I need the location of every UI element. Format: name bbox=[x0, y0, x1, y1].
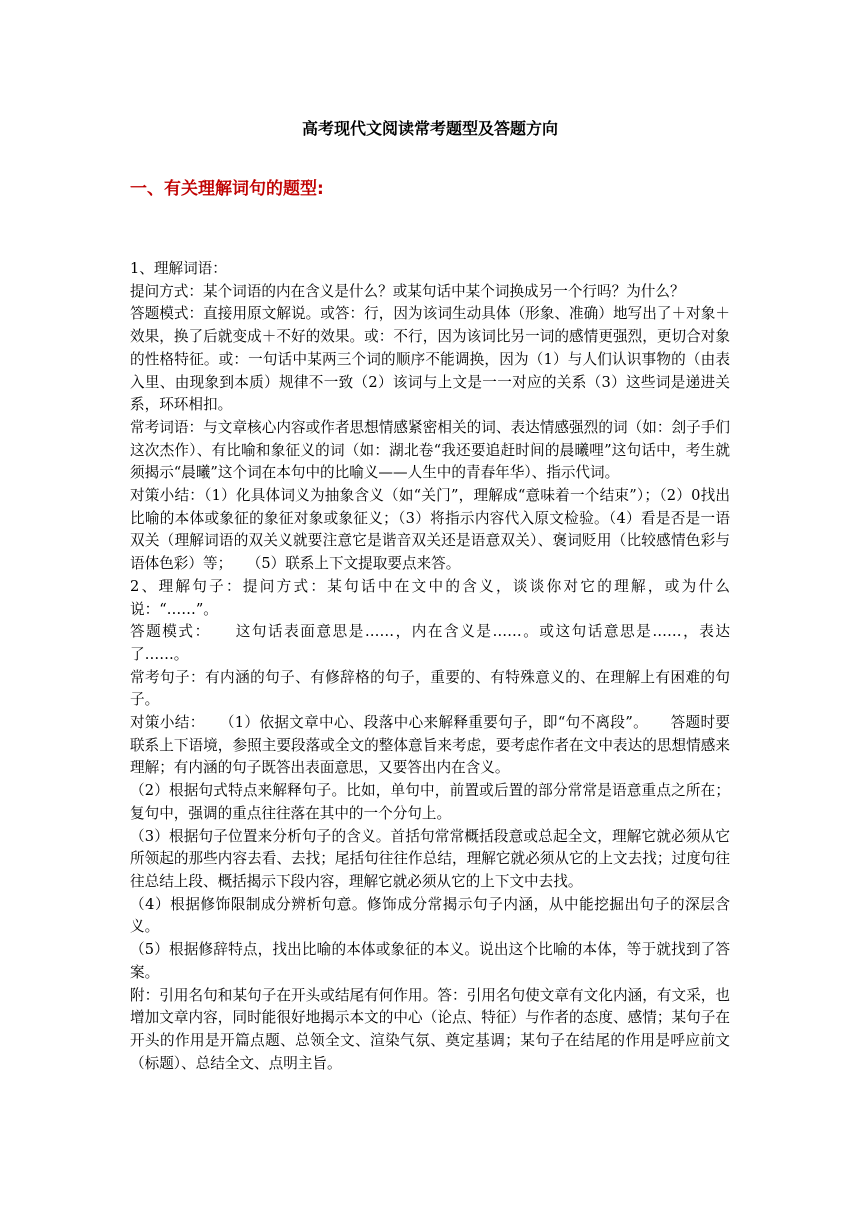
paragraph: （2）根据句式特点来解释句子。比如，单句中，前置或后置的部分常常是语意重点之所在；复句中，强调的重点往往落在其中的一个分句上。 bbox=[130, 782, 730, 822]
paragraph: 答题模式：直接用原文解说。或答：行，因为该词生动具体（形象、准确）地写出了＋对象＋效果，换了后就变成＋不好的效果。或：不行，因为该词比另一词的感情更强烈，更切合对象的性格特征。或：一句话中某两三个词的顺序不能调换，因为（1）与人们认识事物的（由表入里、由现象到本质）规律不一致（2）该词与上文是一一对应的关系（3）这些词是递进关系，环环相扣。 bbox=[130, 305, 730, 414]
paragraph: 对策小结： （1）依据文章中心、段落中心来解释重要句子，即“句不离段”。 答题时要联系上下语境，参照主要段落或全文的整体意旨来考虑，要考虑作者在文中表达的思想情感来理解；有内涵的句子既答出表面意思，又要答出内在含义。 bbox=[130, 714, 730, 777]
paragraph: 常考词语：与文章核心内容或作者思想情感紧密相关的词、表达情感强烈的词（如：刽子手们这次杰作）、有比喻和象征义的词（如：湖北卷“我还要追赶时间的晨曦哩”这句话中，考生就须揭示“晨曦”这个词在本句中的比喻义——人生中的青春年华）、指示代词。 bbox=[130, 418, 730, 482]
paragraph: 对策小结：（1）化具体词义为抽象含义（如“关门”，理解成“意味着一个结束”）；（2）0找出比喻的本体或象征的象征对象或象征义；（3）将指示内容代入原文检验。（4）看是否是一语双关（理解词语的双关义就要注意它是谐音双关还是语意双关）、褒词贬用（比较感情色彩与语体色彩）等； （5）联系上下文提取要点来答。 bbox=[130, 487, 730, 573]
section-heading: 一、有关理解词句的题型: bbox=[130, 179, 324, 199]
paragraph: 1、理解词语： bbox=[130, 260, 227, 277]
body-text bbox=[130, 258, 730, 1075]
paragraph: （3）根据句子位置来分析句子的含义。首括句常常概括段意或总起全文，理解它就必须从它所领起的那些内容去看、去找；尾括句往往作总结，理解它就必须从它的上文去找；过度句往往总结上段、概括揭示下段内容，理解它就必须从它的上下文中去找。 bbox=[130, 827, 730, 890]
page-title: 高考现代文阅读常考题型及答题方向 bbox=[301, 119, 558, 138]
paragraph: 常考句子：有内涵的句子、有修辞格的句子，重要的、有特殊意义的、在理解上有困难的句子。 bbox=[130, 668, 730, 709]
paragraph: （5）根据修辞特点，找出比喻的本体或象征的本义。说出这个比喻的本体，等于就找到了答案。 bbox=[130, 941, 730, 981]
paragraph: 附：引用名句和某句子在开头或结尾有何作用。答：引用名句使文章有文化内涵，有文采，也增加文章内容，同时能很好地揭示本文的中心（论点、特征）与作者的态度、感情；某句子在开头的作用是开篇点题、总领全文、渲染气氛、奠定基调；某句子在结尾的作用是呼应前文（标题）、总结全文、点明主旨。 bbox=[130, 986, 730, 1072]
paragraph: 提问方式：某个词语的内在含义是什么？或某句话中某个词换成另一个行吗？为什么？ bbox=[130, 282, 685, 300]
paragraph: 答题模式： 这句话表面意思是……，内在含义是……。或这句话意思是……，表达了……。 bbox=[130, 623, 730, 663]
paragraph: （4）根据修饰限制成分辨析句意。修饰成分常揭示句子内涵，从中能挖掘出句子的深层含义。 bbox=[130, 895, 730, 936]
paragraph: 2、理解句子：提问方式：某句话中在文中的含义，谈谈你对它的理解，或为什么说：“……”。 bbox=[130, 577, 730, 618]
